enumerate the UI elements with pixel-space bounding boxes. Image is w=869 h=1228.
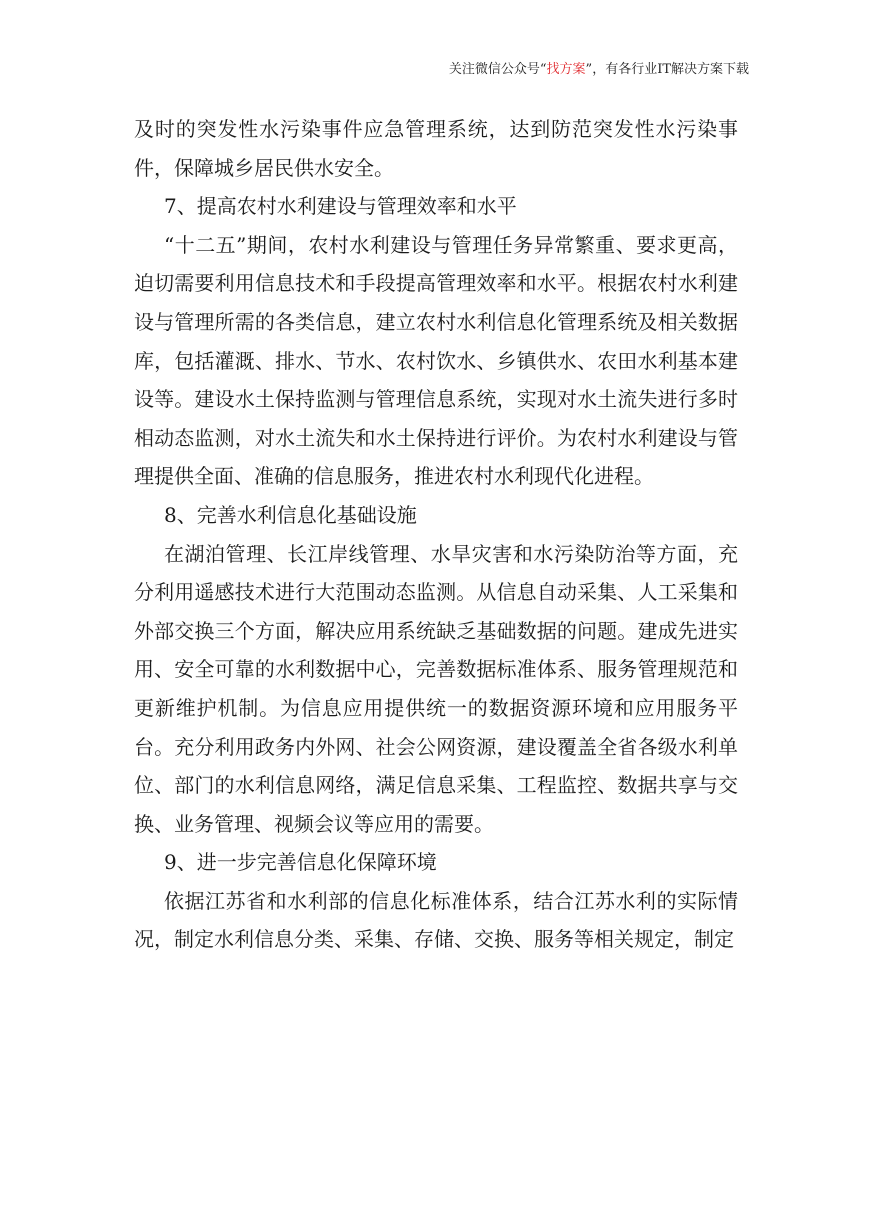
header-highlight: 找方案 bbox=[546, 62, 586, 77]
paragraph: 依据江苏省和水利部的信息化标准体系，结合江苏水利的实际情况，制定水利信息分类、采集、存储、交换、服务等相关规定，制定 bbox=[134, 888, 738, 952]
document-body bbox=[134, 110, 738, 959]
header-suffix: ”，有各行业IT解决方案下载 bbox=[585, 62, 749, 77]
paragraph: 及时的突发性水污染事件应急管理系统，达到防范突发性水污染事件，保障城乡居民供水安全。 bbox=[134, 117, 738, 180]
section-heading-8: 8、完善水利信息化基础设施 bbox=[164, 502, 417, 527]
section-heading-9: 9、进一步完善信息化保障环境 bbox=[164, 850, 437, 875]
section-heading-7: 7、提高农村水利建设与管理效率和水平 bbox=[164, 194, 517, 219]
page-header-note bbox=[449, 60, 749, 80]
header-prefix: 关注微信公众号“ bbox=[448, 62, 547, 77]
paragraph: “十二五”期间，农村水利建设与管理任务异常繁重、要求更高，迫切需要利用信息技术和手段提高管理效率和水平。根据农村水利建设与管理所需的各类信息，建立农村水利信息化管理系统及相关数据库，包括灌溉、排水、节水、农村饮水、乡镇供水、农田水利基本建设等。建设水土保持监测与管理信息系统，实现对水土流失进行多时相动态监测，对水土流失和水土保持进行评价。为农村水利建设与管理提供全面、准确的信息服务，推进农村水利现代化进程。 bbox=[134, 232, 738, 489]
paragraph: 在湖泊管理、长江岸线管理、水旱灾害和水污染防治等方面，充分利用遥感技术进行大范围动态监测。从信息自动采集、人工采集和外部交换三个方面，解决应用系统缺乏基础数据的问题。建成先进实用、安全可靠的水利数据中心，完善数据标准体系、服务管理规范和更新维护机制。为信息应用提供统一的数据资源环境和应用服务平台。充分利用政务内外网、社会公网资源，建设覆盖全省各级水利单位、部门的水利信息网络，满足信息采集、工程监控、数据共享与交换、业务管理、视频会议等应用的需要。 bbox=[134, 541, 738, 836]
